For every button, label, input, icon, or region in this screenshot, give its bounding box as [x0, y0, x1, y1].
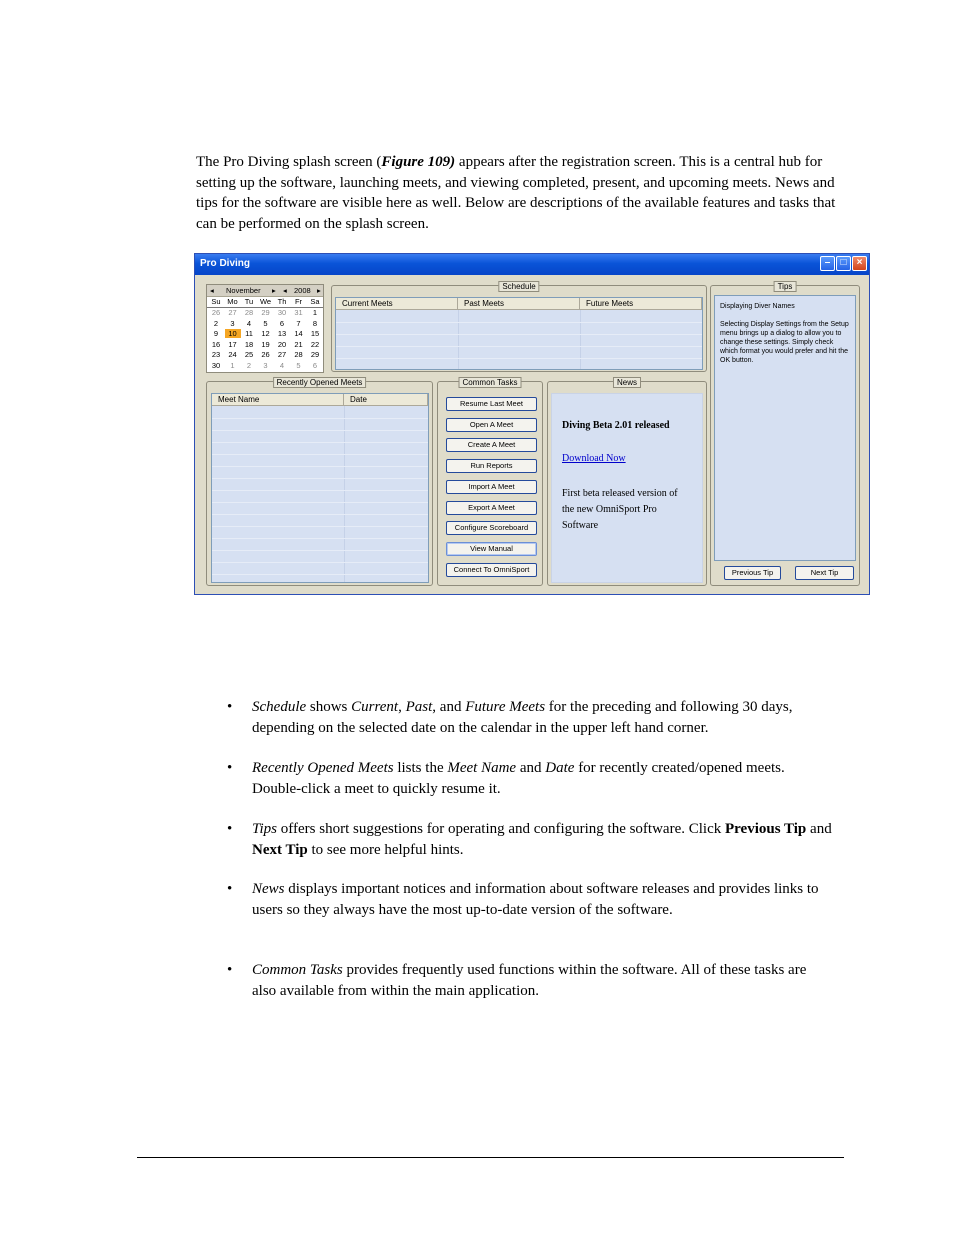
next-month-icon[interactable]: ▸	[272, 286, 276, 295]
calendar-day[interactable]: 9	[213, 329, 219, 338]
text: provides frequently used functions within the software. All of these tasks are also available from within the main application.	[252, 962, 807, 999]
calendar-day[interactable]: 21	[294, 339, 303, 349]
calendar-day[interactable]: 4	[279, 360, 285, 370]
row-line	[212, 538, 428, 539]
window-title: Pro Diving	[200, 258, 251, 269]
text: for the preceding and following 30 days, depending on the selected date on the calendar in the upper left hand corner.	[252, 699, 793, 736]
bullet-text	[252, 758, 832, 799]
weekday-label: Sa	[310, 297, 320, 306]
calendar-day[interactable]: 28	[244, 308, 254, 317]
calendar-day[interactable]: 1	[230, 360, 235, 370]
bullet-text	[252, 879, 832, 920]
row-line	[212, 514, 428, 515]
weekday-label: Mo	[227, 297, 238, 306]
prev-year-icon[interactable]: ◂	[283, 286, 287, 295]
calendar-day[interactable]: 28	[294, 350, 303, 359]
calendar-day[interactable]: 20	[277, 339, 287, 349]
download-now-link[interactable]: Download Now	[562, 453, 626, 464]
calendar-day[interactable]: 17	[228, 339, 237, 349]
calendar-day[interactable]: 6	[279, 318, 285, 328]
term: Schedule	[252, 699, 307, 715]
calendar-day[interactable]: 7	[296, 318, 301, 328]
term-bold: Next Tip	[252, 841, 308, 858]
schedule-list[interactable]	[335, 297, 703, 370]
row-line	[336, 322, 702, 323]
schedule-group	[331, 282, 707, 372]
calendar-day[interactable]: 4	[246, 318, 252, 328]
intro-paragraph	[196, 152, 836, 234]
schedule-label: Schedule	[498, 281, 539, 292]
pro-diving-window	[194, 253, 870, 595]
calendar-day[interactable]: 19	[261, 339, 270, 349]
row-line	[212, 466, 428, 467]
footer-rule	[137, 1157, 844, 1158]
recent-meets-label: Recently Opened Meets	[273, 377, 367, 388]
calendar-day[interactable]: 26	[211, 308, 221, 317]
tips-text	[720, 302, 852, 365]
calendar-day[interactable]: 3	[230, 318, 235, 328]
bullet-text	[252, 697, 832, 738]
next-tip-button[interactable]: Next Tip	[795, 566, 854, 580]
bullet-icon: •	[227, 699, 233, 715]
row-line	[212, 442, 428, 443]
calendar-day[interactable]: 2	[246, 360, 252, 370]
calendar-day[interactable]: 3	[263, 360, 268, 370]
calendar-year[interactable]: 2008	[294, 286, 311, 295]
calendar-day[interactable]: 5	[296, 360, 301, 370]
text: ,	[398, 699, 406, 715]
news-headline: Diving Beta 2.01 released	[562, 420, 670, 431]
text: offers short suggestions for operating and configuring the software. Click	[277, 821, 725, 837]
row-line	[212, 454, 428, 455]
row-line	[212, 430, 428, 431]
weekday-label: Su	[211, 297, 221, 306]
run-reports-button[interactable]: Run Reports	[446, 459, 537, 473]
calendar-day[interactable]: 27	[277, 350, 287, 359]
term: Date	[545, 760, 575, 776]
calendar-day[interactable]: 30	[211, 360, 221, 370]
tip-body: Selecting Display Settings from the Setup menu brings up a dialog to allow you to change these settings. Simply check which format you would prefer and hit the OK button.	[720, 321, 849, 364]
calendar-weekdays	[207, 297, 323, 308]
row-line	[212, 490, 428, 491]
news-label: News	[613, 377, 641, 388]
calendar-day[interactable]: 5	[263, 318, 268, 328]
configure-scoreboard-button[interactable]: Configure Scoreboard	[446, 521, 537, 535]
column-divider	[458, 310, 459, 369]
term: Common Tasks	[252, 962, 343, 978]
row-line	[212, 478, 428, 479]
connect-to-omnisport-button[interactable]: Connect To OmniSport	[446, 563, 537, 577]
common-tasks-label: Common Tasks	[459, 377, 522, 388]
term: Past	[405, 699, 433, 715]
open-a-meet-button[interactable]: Open A Meet	[446, 418, 537, 432]
row-line	[212, 526, 428, 527]
row-line	[212, 418, 428, 419]
row-line	[212, 550, 428, 551]
calendar-day[interactable]: 6	[312, 360, 318, 370]
news-body: First beta released version of the new OmniSport Pro Software	[562, 488, 678, 531]
calendar-day[interactable]: 13	[277, 329, 287, 338]
calendar-day[interactable]: 23	[211, 350, 221, 359]
bullet-icon: •	[227, 821, 233, 837]
row-line	[336, 358, 702, 359]
tips-label: Tips	[774, 281, 797, 292]
column-date[interactable]: Date	[344, 394, 428, 406]
tip-title: Displaying Diver Names	[720, 303, 795, 310]
calendar-day[interactable]: 30	[277, 308, 287, 317]
news-panel	[551, 393, 703, 583]
tips-panel	[714, 295, 856, 561]
text: shows	[306, 699, 352, 715]
previous-tip-button[interactable]: Previous Tip	[724, 566, 781, 580]
create-a-meet-button[interactable]: Create A Meet	[446, 438, 537, 452]
news-group	[547, 378, 707, 586]
calendar-day[interactable]: 8	[312, 318, 318, 328]
term: Meet Name	[447, 760, 517, 776]
text: for recently created/opened meets. Double-click a meet to quickly resume it.	[252, 760, 785, 797]
calendar-day[interactable]: 27	[228, 308, 237, 317]
calendar-day[interactable]: 26	[261, 350, 270, 359]
export-a-meet-button[interactable]: Export A Meet	[446, 501, 537, 515]
calendar-day[interactable]: 11	[245, 329, 253, 338]
column-future-meets[interactable]: Future Meets	[580, 298, 702, 310]
column-meet-name[interactable]: Meet Name	[212, 394, 344, 406]
column-divider	[580, 310, 581, 369]
text: and	[806, 821, 832, 837]
next-year-icon[interactable]: ▸	[317, 286, 321, 295]
title-bar[interactable]	[195, 254, 869, 275]
column-divider	[344, 406, 345, 582]
calendar-day[interactable]: 1	[312, 308, 318, 317]
calendar-day[interactable]: 18	[244, 339, 254, 349]
term: Future Meets	[465, 699, 546, 715]
calendar-header	[207, 285, 323, 297]
calendar-day[interactable]: 15	[310, 329, 320, 338]
intro-text-end: appears after the registration screen. This is a central hub for setting up the software, launching meets, and viewing completed, present, and upcoming meets. News and tips for the software are visible here as well. Below are descriptions of the available features and tasks that can be performed on the splash screen.	[196, 154, 836, 232]
text: to see more helpful hints.	[307, 841, 464, 858]
figure-reference: Figure 109)	[381, 154, 456, 170]
bullet-text	[252, 819, 832, 860]
calendar-day[interactable]: 31	[294, 308, 303, 317]
bullet-text	[252, 960, 832, 1001]
close-button[interactable]: ×	[852, 256, 867, 271]
term-bold: Previous Tip	[725, 821, 807, 837]
term: Recently Opened Meets	[252, 760, 394, 776]
weekday-label: We	[259, 297, 272, 306]
calendar-day[interactable]: 29	[310, 350, 320, 359]
calendar-day[interactable]: 22	[310, 339, 320, 349]
maximize-button[interactable]: □	[836, 256, 851, 271]
minimize-button[interactable]: –	[820, 256, 835, 271]
text: , and	[432, 699, 466, 715]
bullet-icon: •	[227, 760, 233, 776]
common-tasks-group	[437, 378, 543, 586]
recent-meets-list[interactable]	[211, 393, 429, 583]
weekday-label: Tu	[244, 297, 254, 306]
row-line	[212, 562, 428, 563]
weekday-label: Fr	[294, 297, 303, 306]
calendar-day[interactable]: 2	[213, 318, 219, 328]
resume-last-meet-button[interactable]: Resume Last Meet	[446, 397, 537, 411]
calendar-day[interactable]: 25	[244, 350, 254, 359]
calendar-day[interactable]: 10	[225, 329, 241, 338]
text: lists the	[393, 760, 448, 776]
calendar-day[interactable]: 16	[211, 339, 221, 349]
row-line	[212, 574, 428, 575]
recent-meets-group	[206, 378, 433, 586]
calendar-day[interactable]: 29	[261, 308, 270, 317]
bullet-icon: •	[227, 962, 233, 978]
text: displays important notices and information about software releases and provides links to users so they always have the most up-to-date version of the software.	[252, 881, 819, 918]
row-line	[336, 346, 702, 347]
row-line	[212, 502, 428, 503]
calendar-month[interactable]: November	[226, 286, 261, 295]
import-a-meet-button[interactable]: Import A Meet	[446, 480, 537, 494]
row-line	[336, 334, 702, 335]
text: and	[516, 760, 546, 776]
bullet-icon: •	[227, 881, 233, 897]
view-manual-button[interactable]: View Manual	[446, 542, 537, 556]
prev-month-icon[interactable]: ◂	[210, 286, 214, 295]
column-current-meets[interactable]: Current Meets	[336, 298, 458, 310]
term: Current	[351, 699, 399, 715]
calendar-day[interactable]: 14	[294, 329, 303, 338]
intro-text-start: The Pro Diving splash screen (	[196, 154, 382, 170]
calendar-day[interactable]: 12	[261, 329, 270, 338]
weekday-label: Th	[277, 297, 287, 306]
tips-group	[710, 282, 860, 586]
column-past-meets[interactable]: Past Meets	[458, 298, 580, 310]
term: News	[252, 881, 285, 897]
term: Tips	[252, 821, 278, 837]
calendar-day[interactable]: 24	[228, 350, 237, 359]
calendar[interactable]	[206, 284, 324, 373]
